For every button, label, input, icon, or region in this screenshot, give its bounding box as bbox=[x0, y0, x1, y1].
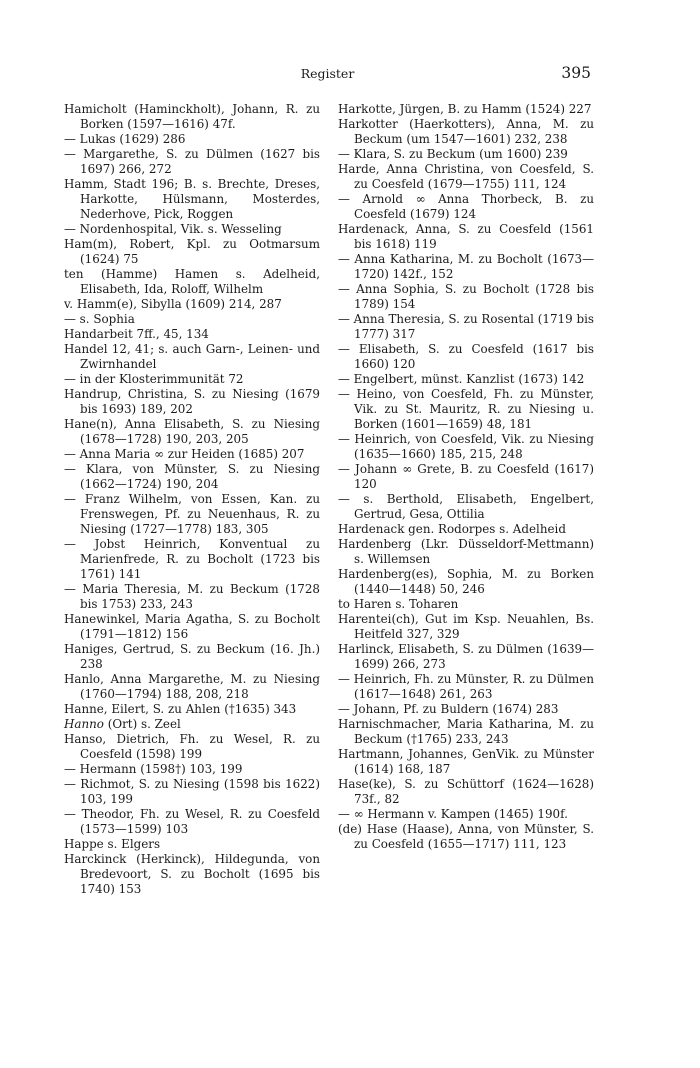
index-entry bbox=[64, 642, 320, 672]
index-entry-text: — Heino, von Coesfeld, Fh. zu Münster, Vik. zu St. Mauritz, R. zu Niesing u. Borken (1601—1659) 48, 181 bbox=[338, 387, 594, 431]
index-entry bbox=[64, 762, 320, 777]
index-entry bbox=[64, 732, 320, 762]
index-entry bbox=[64, 237, 320, 267]
index-entry bbox=[64, 447, 320, 462]
index-entry bbox=[64, 387, 320, 417]
index-entry bbox=[338, 282, 594, 312]
index-entry-text: Happe s. Elgers bbox=[64, 837, 161, 851]
index-entry bbox=[64, 777, 320, 807]
index-entry-text: (Ort) s. Zeel bbox=[103, 717, 181, 731]
index-entry-text: — ∞ Hermann v. Kampen (1465) 190f. bbox=[338, 807, 568, 821]
index-entry-text: Harlinck, Elisabeth, S. zu Dülmen (1639—1699) 266, 273 bbox=[338, 642, 594, 671]
index-entry-text: Hartmann, Johannes, GenVik. zu Münster (1614) 168, 187 bbox=[338, 747, 594, 776]
index-entry bbox=[64, 837, 320, 852]
index-entry-text: Hanewinkel, Maria Agatha, S. zu Bocholt (1791—1812) 156 bbox=[64, 612, 320, 641]
index-entry-text: v. Hamm(e), Sibylla (1609) 214, 287 bbox=[64, 297, 282, 311]
index-entry-text: — Franz Wilhelm, von Essen, Kan. zu Frenswegen, Pf. zu Neuenhaus, R. zu Niesing (1727—1778) 183, 305 bbox=[64, 492, 320, 536]
index-entry-text: — Lukas (1629) 286 bbox=[64, 132, 186, 146]
index-entry-text: Handarbeit 7ff., 45, 134 bbox=[64, 327, 209, 341]
index-entry-text: Handrup, Christina, S. zu Niesing (1679 bis 1693) 189, 202 bbox=[64, 387, 320, 416]
index-entry bbox=[64, 717, 320, 732]
index-entry bbox=[64, 372, 320, 387]
index-entry-text: — Margarethe, S. zu Dülmen (1627 bis 1697) 266, 272 bbox=[64, 147, 320, 176]
index-entry bbox=[64, 177, 320, 222]
index-entry bbox=[338, 717, 594, 747]
index-entry bbox=[64, 102, 320, 132]
index-entry-text: — Richmot, S. zu Niesing (1598 bis 1622) 103, 199 bbox=[64, 777, 320, 806]
index-entry bbox=[64, 807, 320, 837]
index-entry bbox=[338, 492, 594, 522]
index-entry bbox=[64, 222, 320, 237]
index-entry-text: — Klara, S. zu Beckum (um 1600) 239 bbox=[338, 147, 568, 161]
running-header bbox=[64, 64, 591, 84]
index-entry bbox=[338, 252, 594, 282]
index-entry bbox=[64, 267, 320, 297]
index-entry bbox=[338, 672, 594, 702]
index-entry bbox=[338, 822, 594, 852]
index-entry bbox=[338, 162, 594, 192]
index-entry bbox=[338, 462, 594, 492]
index-entry-text: — Theodor, Fh. zu Wesel, R. zu Coesfeld (1573—1599) 103 bbox=[64, 807, 320, 836]
index-entry bbox=[338, 612, 594, 642]
index-entry-italic: Hanno bbox=[64, 717, 104, 731]
index-entry-text: — Maria Theresia, M. zu Beckum (1728 bis 1753) 233, 243 bbox=[64, 582, 320, 611]
index-entry bbox=[64, 852, 320, 897]
index-entry bbox=[338, 747, 594, 777]
index-entry bbox=[338, 387, 594, 432]
index-entry bbox=[64, 132, 320, 147]
index-entry-text: Hane(n), Anna Elisabeth, S. zu Niesing (1678—1728) 190, 203, 205 bbox=[64, 417, 320, 446]
index-entry bbox=[64, 312, 320, 327]
index-entry-text: Hamm, Stadt 196; B. s. Brechte, Dreses, Harkotte, Hülsmann, Mosterdes, Nederhove, Pick, Roggen bbox=[64, 177, 320, 221]
index-entry-text: Harkotte, Jürgen, B. zu Hamm (1524) 227 bbox=[338, 102, 592, 116]
index-entry-text: — Anna Theresia, S. zu Rosental (1719 bis 1777) 317 bbox=[338, 312, 594, 341]
index-entry bbox=[64, 297, 320, 312]
index-entry-text: Hardenberg(es), Sophia, M. zu Borken (1440—1448) 50, 246 bbox=[338, 567, 594, 596]
index-entry-text: — Heinrich, Fh. zu Münster, R. zu Dülmen (1617—1648) 261, 263 bbox=[338, 672, 594, 701]
index-entry-text: (de) Hase (Haase), Anna, von Münster, S. zu Coesfeld (1655—1717) 111, 123 bbox=[338, 822, 594, 851]
index-entry-text: Hanso, Dietrich, Fh. zu Wesel, R. zu Coesfeld (1598) 199 bbox=[64, 732, 320, 761]
index-entry bbox=[338, 567, 594, 597]
index-entry bbox=[64, 672, 320, 702]
index-entry bbox=[64, 462, 320, 492]
index-entry bbox=[338, 777, 594, 807]
index-entry bbox=[338, 102, 594, 117]
index-entry-text: Haniges, Gertrud, S. zu Beckum (16. Jh.) 238 bbox=[64, 642, 320, 671]
index-column-left bbox=[64, 102, 320, 897]
index-entry-text: to Haren s. Toharen bbox=[338, 597, 459, 611]
index-entry-text: Harckinck (Herkinck), Hildegunda, von Bredevoort, S. zu Bocholt (1695 bis 1740) 153 bbox=[64, 852, 320, 896]
index-entry bbox=[338, 147, 594, 162]
index-entry bbox=[338, 342, 594, 372]
index-entry-text: — Engelbert, münst. Kanzlist (1673) 142 bbox=[338, 372, 585, 386]
index-entry bbox=[64, 417, 320, 447]
index-entry bbox=[64, 612, 320, 642]
index-entry-text: Hanne, Eilert, S. zu Ahlen (†1635) 343 bbox=[64, 702, 297, 716]
index-entry-text: Handel 12, 41; s. auch Garn-, Leinen- und Zwirnhandel bbox=[64, 342, 320, 371]
index-entry-text: Hardenberg (Lkr. Düsseldorf-Mettmann) s. Willemsen bbox=[338, 537, 594, 566]
index-entry bbox=[338, 222, 594, 252]
index-entry-text: ten (Hamme) Hamen s. Adelheid, Elisabeth, Ida, Roloff, Wilhelm bbox=[64, 267, 320, 296]
index-entry-text: — Jobst Heinrich, Konventual zu Marienfrede, R. zu Bocholt (1723 bis 1761) 141 bbox=[64, 537, 320, 581]
index-entry-text: — s. Berthold, Elisabeth, Engelbert, Gertrud, Gesa, Ottilia bbox=[338, 492, 594, 521]
index-entry-text: — Arnold ∞ Anna Thorbeck, B. zu Coesfeld (1679) 124 bbox=[338, 192, 594, 221]
index-entry bbox=[64, 342, 320, 372]
index-entry bbox=[64, 327, 320, 342]
index-entry-text: Harde, Anna Christina, von Coesfeld, S. zu Coesfeld (1679—1755) 111, 124 bbox=[338, 162, 594, 191]
index-entry-text: Harkotter (Haerkotters), Anna, M. zu Beckum (um 1547—1601) 232, 238 bbox=[338, 117, 594, 146]
index-entry-text: Hardenack, Anna, S. zu Coesfeld (1561 bis 1618) 119 bbox=[338, 222, 594, 251]
index-entry-text: — Johann ∞ Grete, B. zu Coesfeld (1617) 120 bbox=[338, 462, 594, 491]
index-column-right bbox=[338, 102, 594, 852]
index-entry-text: — s. Sophia bbox=[64, 312, 135, 326]
index-entry-text: Hardenack gen. Rodorpes s. Adelheid bbox=[338, 522, 566, 536]
index-entry bbox=[338, 537, 594, 567]
index-entry-text: Harentei(ch), Gut im Ksp. Neuahlen, Bs. Heitfeld 327, 329 bbox=[338, 612, 594, 641]
index-entry-text: — Anna Maria ∞ zur Heiden (1685) 207 bbox=[64, 447, 305, 461]
index-entry-text: Ham(m), Robert, Kpl. zu Ootmarsum (1624) 75 bbox=[64, 237, 320, 266]
index-entry-text: — Hermann (1598†) 103, 199 bbox=[64, 762, 243, 776]
index-entry-text: — Elisabeth, S. zu Coesfeld (1617 bis 1660) 120 bbox=[338, 342, 594, 371]
index-entry bbox=[64, 702, 320, 717]
index-entry-text: — Anna Katharina, M. zu Bocholt (1673—1720) 142f., 152 bbox=[338, 252, 594, 281]
index-entry bbox=[338, 642, 594, 672]
running-title: Register bbox=[300, 66, 355, 81]
index-entry-text: — in der Klosterimmunität 72 bbox=[64, 372, 244, 386]
index-entry bbox=[338, 117, 594, 147]
index-entry bbox=[338, 192, 594, 222]
index-entry-text: — Heinrich, von Coesfeld, Vik. zu Niesing (1635—1660) 185, 215, 248 bbox=[338, 432, 594, 461]
index-entry bbox=[64, 147, 320, 177]
index-entry bbox=[338, 372, 594, 387]
index-entry-text: — Anna Sophia, S. zu Bocholt (1728 bis 1789) 154 bbox=[338, 282, 594, 311]
index-entry bbox=[338, 522, 594, 537]
index-entry bbox=[338, 312, 594, 342]
index-entry bbox=[338, 432, 594, 462]
index-entry-text: Hamicholt (Haminckholt), Johann, R. zu Borken (1597—1616) 47f. bbox=[64, 102, 320, 131]
page-number: 395 bbox=[561, 64, 591, 82]
index-entry bbox=[338, 702, 594, 717]
index-entry bbox=[338, 597, 594, 612]
index-entry bbox=[64, 537, 320, 582]
index-entry-text: — Klara, von Münster, S. zu Niesing (1662—1724) 190, 204 bbox=[64, 462, 320, 491]
index-entry-text: Harnischmacher, Maria Katharina, M. zu Beckum (†1765) 233, 243 bbox=[338, 717, 594, 746]
index-entry bbox=[64, 492, 320, 537]
index-entry-text: Hase(ke), S. zu Schüttorf (1624—1628) 73f., 82 bbox=[338, 777, 594, 806]
index-entry bbox=[338, 807, 594, 822]
index-entry bbox=[64, 582, 320, 612]
index-entry-text: — Johann, Pf. zu Buldern (1674) 283 bbox=[338, 702, 559, 716]
index-entry-text: Hanlo, Anna Margarethe, M. zu Niesing (1760—1794) 188, 208, 218 bbox=[64, 672, 320, 701]
index-entry-text: — Nordenhospital, Vik. s. Wesseling bbox=[64, 222, 282, 236]
